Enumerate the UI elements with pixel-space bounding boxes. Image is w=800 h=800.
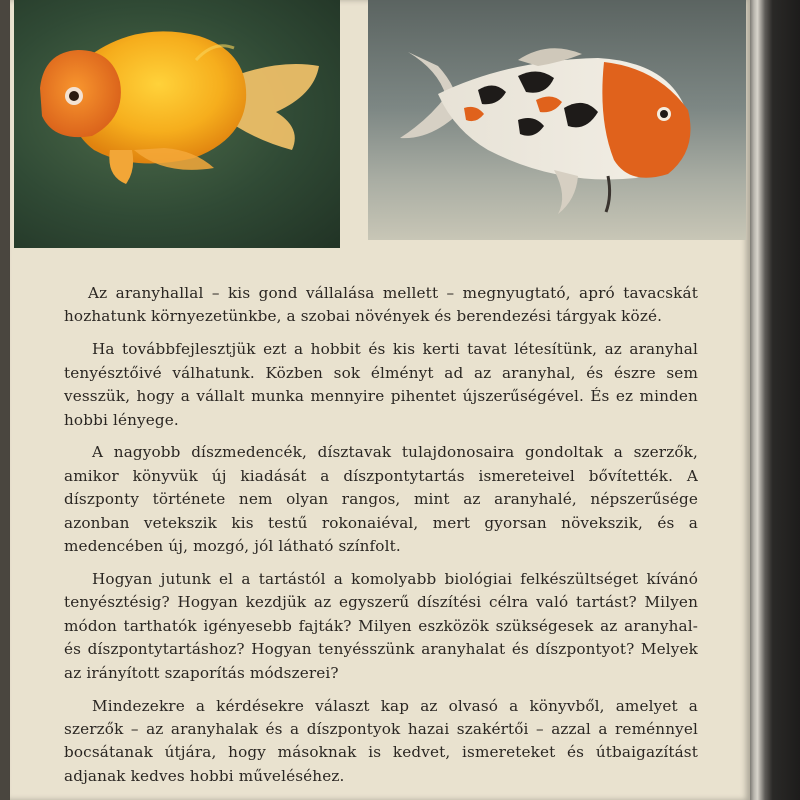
- goldfish-illustration: [14, 0, 340, 248]
- back-cover-blurb: [64, 282, 698, 798]
- book-edge: [750, 0, 800, 800]
- paragraph-2: Ha továbbfejlesztjük ezt a hobbit és kis kerti tavat létesítünk, az aranyhal tenyésztőivé válhatunk. Közben sok élményt ad az aranyhal, és észre sem vesszük, hogy a vállalt munka mennyire pihentet újszerűségével. És ez minden hobbi lényege.: [64, 340, 698, 429]
- paragraph-3: A nagyobb díszmedencék, dísztavak tulajdonosaira gondoltak a szerzők, amikor könyvük új kiadását a díszpontytartás ismereteivel bővítették. A díszponty története nem olyan rangos, mint az aranyhalé, népszerűsége azonban vetekszik kis testű rokonaiéval, mert gyorsan növekszik, és a medencében új, mozgó, jól látható színfolt.: [64, 443, 698, 556]
- paragraph-4: Hogyan jutunk el a tartástól a komolyabb biológiai felkészültséget kívánó tenyésztésig? Hogyan kezdjük az egyszerű díszítési célra való tartást? Milyen módon tarthatók igényesebb fajták? Milyen eszközök szükségesek az aranyhal- és díszpontytartáshoz? Hogyan tenyésszünk aranyhalat és díszpontyot? Melyek az irányított szaporítás módszerei?: [64, 569, 698, 682]
- koi-photo: [368, 0, 746, 240]
- paragraph-1: Az aranyhallal – kis gond vállalása mellett – megnyugtató, apró tavacskát hozhatunk környezetünkbe, a szobai növények és berendezési tárgyak közé.: [64, 284, 698, 326]
- goldfish-photo: [14, 0, 340, 248]
- koi-illustration: [368, 0, 746, 240]
- paragraph-5: Mindezekre a kérdésekre választ kap az olvasó a könyvből, amelyet a szerzők – az aranyhalak és a díszpontyok hazai szakértői – azzal a reménnyel bocsátanak útjára, hogy másoknak is kedvet, ismereteket és útbaigazítást adjanak kedves hobbi műveléséhez.: [64, 696, 698, 785]
